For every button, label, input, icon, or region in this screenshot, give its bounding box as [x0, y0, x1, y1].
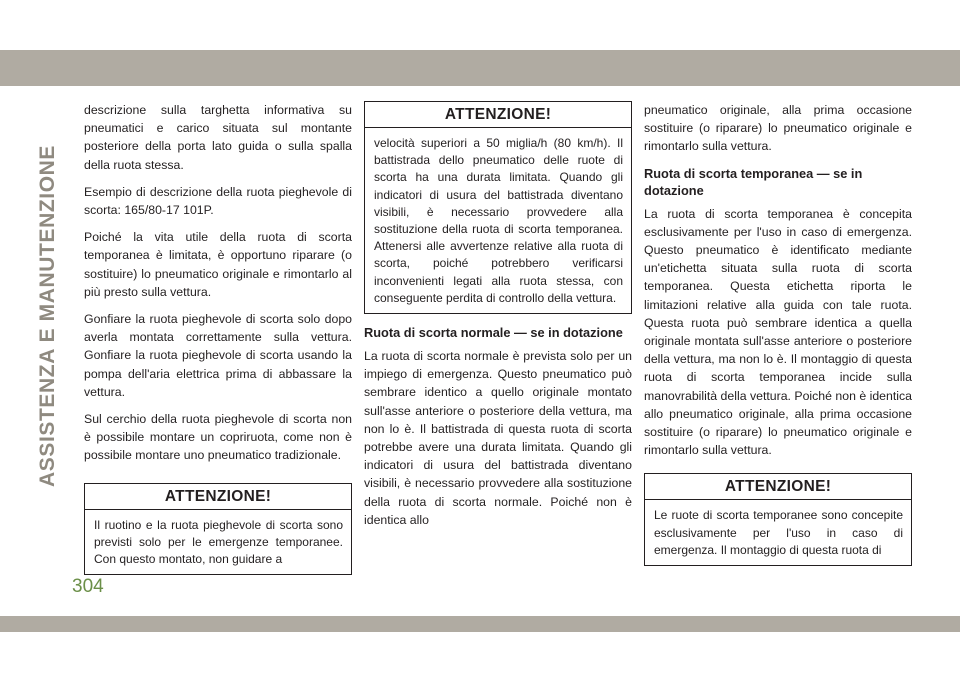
warning-title: ATTENZIONE!	[85, 484, 351, 510]
warning-title: ATTENZIONE!	[365, 102, 631, 128]
section-title: ASSISTENZA E MANUTENZIONE	[36, 144, 60, 488]
warning-text: velocità superiori a 50 miglia/h (80 km/h). Il battistrada dello pneumatico delle ruote di scorta ha una durata limitata. Quando gli indicatori di usura del battistrada diventano visibili, è necessario provvedere alla sostituzione della ruota di scorta temporanea. Attenersi alle avvertenze relative alla ruota di scorta, poiché potrebbero verificarsi inconvenienti legati alla ruota stessa, con conseguente perdita di controllo della vettura.	[374, 136, 623, 305]
column-2	[364, 101, 632, 538]
section-heading: Ruota di scorta normale — se in dotazione	[364, 325, 623, 341]
paragraph: pneumatico originale, alla prima occasione sostituire (o riparare) lo pneumatico originale e rimontarlo sulla vettura.	[644, 103, 912, 154]
column-1	[84, 101, 352, 585]
column-3	[644, 101, 912, 576]
warning-text: Le ruote di scorta temporanee sono concepite esclusivamente per l'uso in caso di emergenza. Il montaggio di questa ruota di	[654, 508, 903, 557]
footer-band	[0, 616, 960, 632]
paragraph: Poiché la vita utile della ruota di scorta temporanea è limitata, è opportuno riparare (o sostituire) lo pneumatico originale e rimontarlo al più presto sulla vettura.	[84, 230, 352, 299]
paragraph: Gonfiare la ruota pieghevole di scorta solo dopo averla montata correttamente sulla vettura. Gonfiare la ruota pieghevole di scorta usando la pompa dell'aria elettrica prima di abbassare la vettura.	[84, 312, 352, 399]
section-side-label	[36, 100, 60, 532]
paragraph: Sul cerchio della ruota pieghevole di scorta non è possibile montare un copriruota, come non è possibile montare uno pneumatico tradizionale.	[84, 412, 352, 463]
paragraph: descrizione sulla targhetta informativa su pneumatici e carico situata sul montante posteriore della porta lato guida o sulla spalla della ruota stessa.	[84, 103, 352, 172]
warning-box	[644, 473, 912, 566]
warning-title: ATTENZIONE!	[645, 474, 911, 500]
paragraph: La ruota di scorta temporanea è concepita esclusivamente per l'uso in caso di emergenza. Questo pneumatico è identificato mediante un'etichetta situata sulla ruota di scorta temporanea. Questa etichetta riporta le limitazioni relative alla guida con tale ruota. Questa ruota può sembrare identica a quella originale montata sull'asse anteriore o posteriore della vettura, ma non lo è. Il montaggio di questa ruota di scorta temporanea incide sulla manovrabilità della vettura. Poiché non è identica allo pneumatico originale, alla prima occasione sostituire (o riparare) lo pneumatico originale e rimontarlo sulla vettura.	[644, 206, 912, 458]
page-number: 304	[72, 576, 104, 597]
header-band	[0, 50, 960, 86]
warning-box	[364, 101, 632, 314]
paragraph: Esempio di descrizione della ruota pieghevole di scorta: 165/80-17 101P.	[84, 184, 352, 218]
warning-text: Il ruotino e la ruota pieghevole di scorta sono previsti solo per le emergenze temporanee. Con questo montato, non guidare a	[94, 517, 343, 567]
section-heading: Ruota di scorta temporanea — se in dotazione	[644, 165, 863, 198]
warning-box	[84, 483, 352, 576]
paragraph: La ruota di scorta normale è prevista solo per un impiego di emergenza. Questo pneumatico può sembrare identico a quello originale montato sull'asse anteriore o posteriore della vettura, ma non lo è. Il battistrada di questa ruota di scorta potrebbe avere una durata limitata. Quando gli indicatori di usura del battistrada diventano visibili, è necessario provvedere alla sostituzione della ruota di scorta normale. Poiché non è identica allo	[364, 349, 632, 527]
